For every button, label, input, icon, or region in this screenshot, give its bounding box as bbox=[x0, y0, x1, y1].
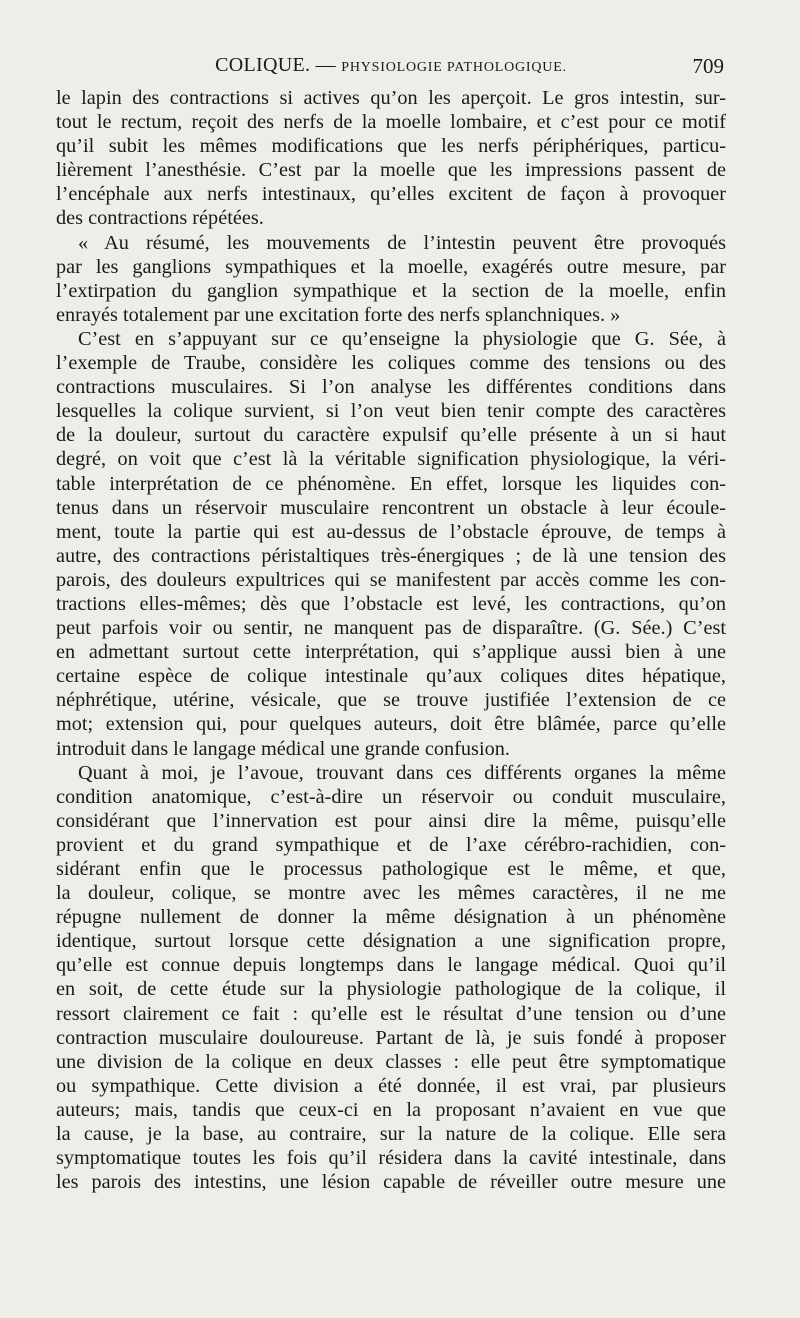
running-header bbox=[56, 54, 726, 84]
text-line: condition anatomique, c’est-à-dire un réservoir ou conduit musculaire, bbox=[56, 785, 726, 808]
text-line: ou sympathique. Cette division a été donnée, il est vrai, par plusieurs bbox=[56, 1074, 726, 1097]
text-line: ment, toute la partie qui est au-dessus de l’obstacle éprouve, de temps à bbox=[56, 520, 726, 543]
text-line: mot; extension qui, pour quelques auteurs, doit être blâmée, parce qu’elle bbox=[56, 713, 726, 736]
running-title bbox=[56, 54, 726, 77]
text-line: lièrement l’anesthésie. C’est par la moelle que les impressions passent de bbox=[56, 159, 726, 182]
text-line: de la douleur, surtout du caractère expulsif qu’elle présente à un si haut bbox=[56, 424, 726, 447]
text-line: degré, on voit que c’est là la véritable signification physiologique, la véri- bbox=[56, 448, 726, 471]
text-line: tractions elles-mêmes; dès que l’obstacle est levé, les contractions, qu’on bbox=[56, 592, 726, 615]
text-line: lesquelles la colique survient, si l’on veut bien tenir compte des caractères bbox=[56, 400, 726, 423]
text-line: « Au résumé, les mouvements de l’intestin peuvent être provoqués bbox=[78, 231, 726, 254]
text-line: certaine espèce de colique intestinale qu’aux coliques dites hépatique, bbox=[56, 665, 726, 688]
text-line: la douleur, colique, se montre avec les mêmes caractères, il ne me bbox=[56, 882, 726, 905]
text-line: l’exemple de Traube, considère les coliques comme des tensions ou des bbox=[56, 352, 726, 375]
text-line: néphrétique, utérine, vésicale, que se trouve justifiée l’extension de ce bbox=[56, 689, 726, 712]
text-line: tout le rectum, reçoit des nerfs de la moelle lombaire, et c’est pour ce motif bbox=[56, 111, 726, 134]
text-line: parois, des douleurs expultrices qui se manifestent par accès comme les con- bbox=[56, 568, 726, 591]
text-line: symptomatique toutes les fois qu’il résidera dans la cavité intestinale, dans bbox=[56, 1147, 726, 1170]
text-line: en admettant surtout cette interprétation, qui s’applique aussi bien à une bbox=[56, 641, 726, 664]
text-line: qu’il subit les mêmes modifications que les nerfs périphériques, particu- bbox=[56, 135, 726, 158]
text-line: auteurs; mais, tandis que ceux-ci en la proposant n’avaient en vue que bbox=[56, 1098, 726, 1121]
text-line: Quant à moi, je l’avoue, trouvant dans ces différents organes la même bbox=[78, 761, 726, 784]
running-title-sub: PHYSIOLOGIE PATHOLOGIQUE. bbox=[341, 60, 567, 75]
text-line: en soit, de cette étude sur la physiologie pathologique de la colique, il bbox=[56, 978, 726, 1001]
running-title-main: COLIQUE. bbox=[215, 54, 311, 76]
text-line: par les ganglions sympathiques et la moelle, exagérés outre mesure, par bbox=[56, 255, 726, 278]
text-line: l’encéphale aux nerfs intestinaux, qu’elles excitent de façon à provoquer bbox=[56, 183, 726, 206]
text-line: la cause, je la base, au contraire, sur la nature de la colique. Elle sera bbox=[56, 1123, 726, 1146]
page-number: 709 bbox=[692, 54, 724, 78]
text-line: introduit dans le langage médical une grande confusion. bbox=[56, 737, 510, 760]
text-line: les parois des intestins, une lésion capable de réveiller outre mesure une bbox=[56, 1171, 726, 1194]
text-line: le lapin des contractions si actives qu’on les aperçoit. Le gros intestin, sur- bbox=[56, 87, 726, 109]
text-line: peut parfois voir ou sentir, ne manquent pas de disparaître. (G. Sée.) C’est bbox=[56, 617, 726, 640]
text-line: des contractions répétées. bbox=[56, 207, 264, 230]
text-line: sidérant enfin que le processus pathologique est le même, et que, bbox=[56, 858, 726, 880]
text-line: tenus dans un réservoir musculaire rencontrent un obstacle à leur écoule- bbox=[56, 496, 726, 519]
text-line: répugne nullement de donner la même désignation à un phénomène bbox=[56, 906, 726, 929]
text-line: table interprétation de ce phénomène. En effet, lorsque les liquides con- bbox=[56, 472, 726, 495]
text-line: contraction musculaire douloureuse. Partant de là, je suis fondé à proposer bbox=[56, 1026, 726, 1049]
text-line: autre, des contractions péristaltiques très-énergiques ; de là une tension des bbox=[56, 544, 726, 567]
text-line: qu’elle est connue depuis longtemps dans le langage médical. Quoi qu’il bbox=[56, 954, 726, 977]
text-line: l’extirpation du ganglion sympathique et la section de la moelle, enfin bbox=[56, 279, 726, 302]
text-line: C’est en s’appuyant sur ce qu’enseigne la physiologie que G. Sée, à bbox=[78, 327, 726, 350]
text-line: contractions musculaires. Si l’on analyse les différentes conditions dans bbox=[56, 376, 726, 399]
text-line: enrayés totalement par une excitation forte des nerfs splanchniques. » bbox=[56, 303, 621, 326]
text-line: une division de la colique en deux classes : elle peut être symptomatique bbox=[56, 1050, 726, 1073]
text-line: provient et du grand sympathique et de l’axe cérébro-rachidien, con- bbox=[56, 833, 726, 856]
running-title-separator: — bbox=[315, 54, 336, 76]
text-line: ressort clairement ce fait : qu’elle est le résultat d’une tension ou d’une bbox=[56, 1002, 726, 1025]
text-line: identique, surtout lorsque cette désignation a une signification propre, bbox=[56, 930, 726, 953]
text-line: considérant que l’innervation est pour ainsi dire la même, puisqu’elle bbox=[56, 809, 726, 832]
page-body-text bbox=[56, 86, 726, 1194]
